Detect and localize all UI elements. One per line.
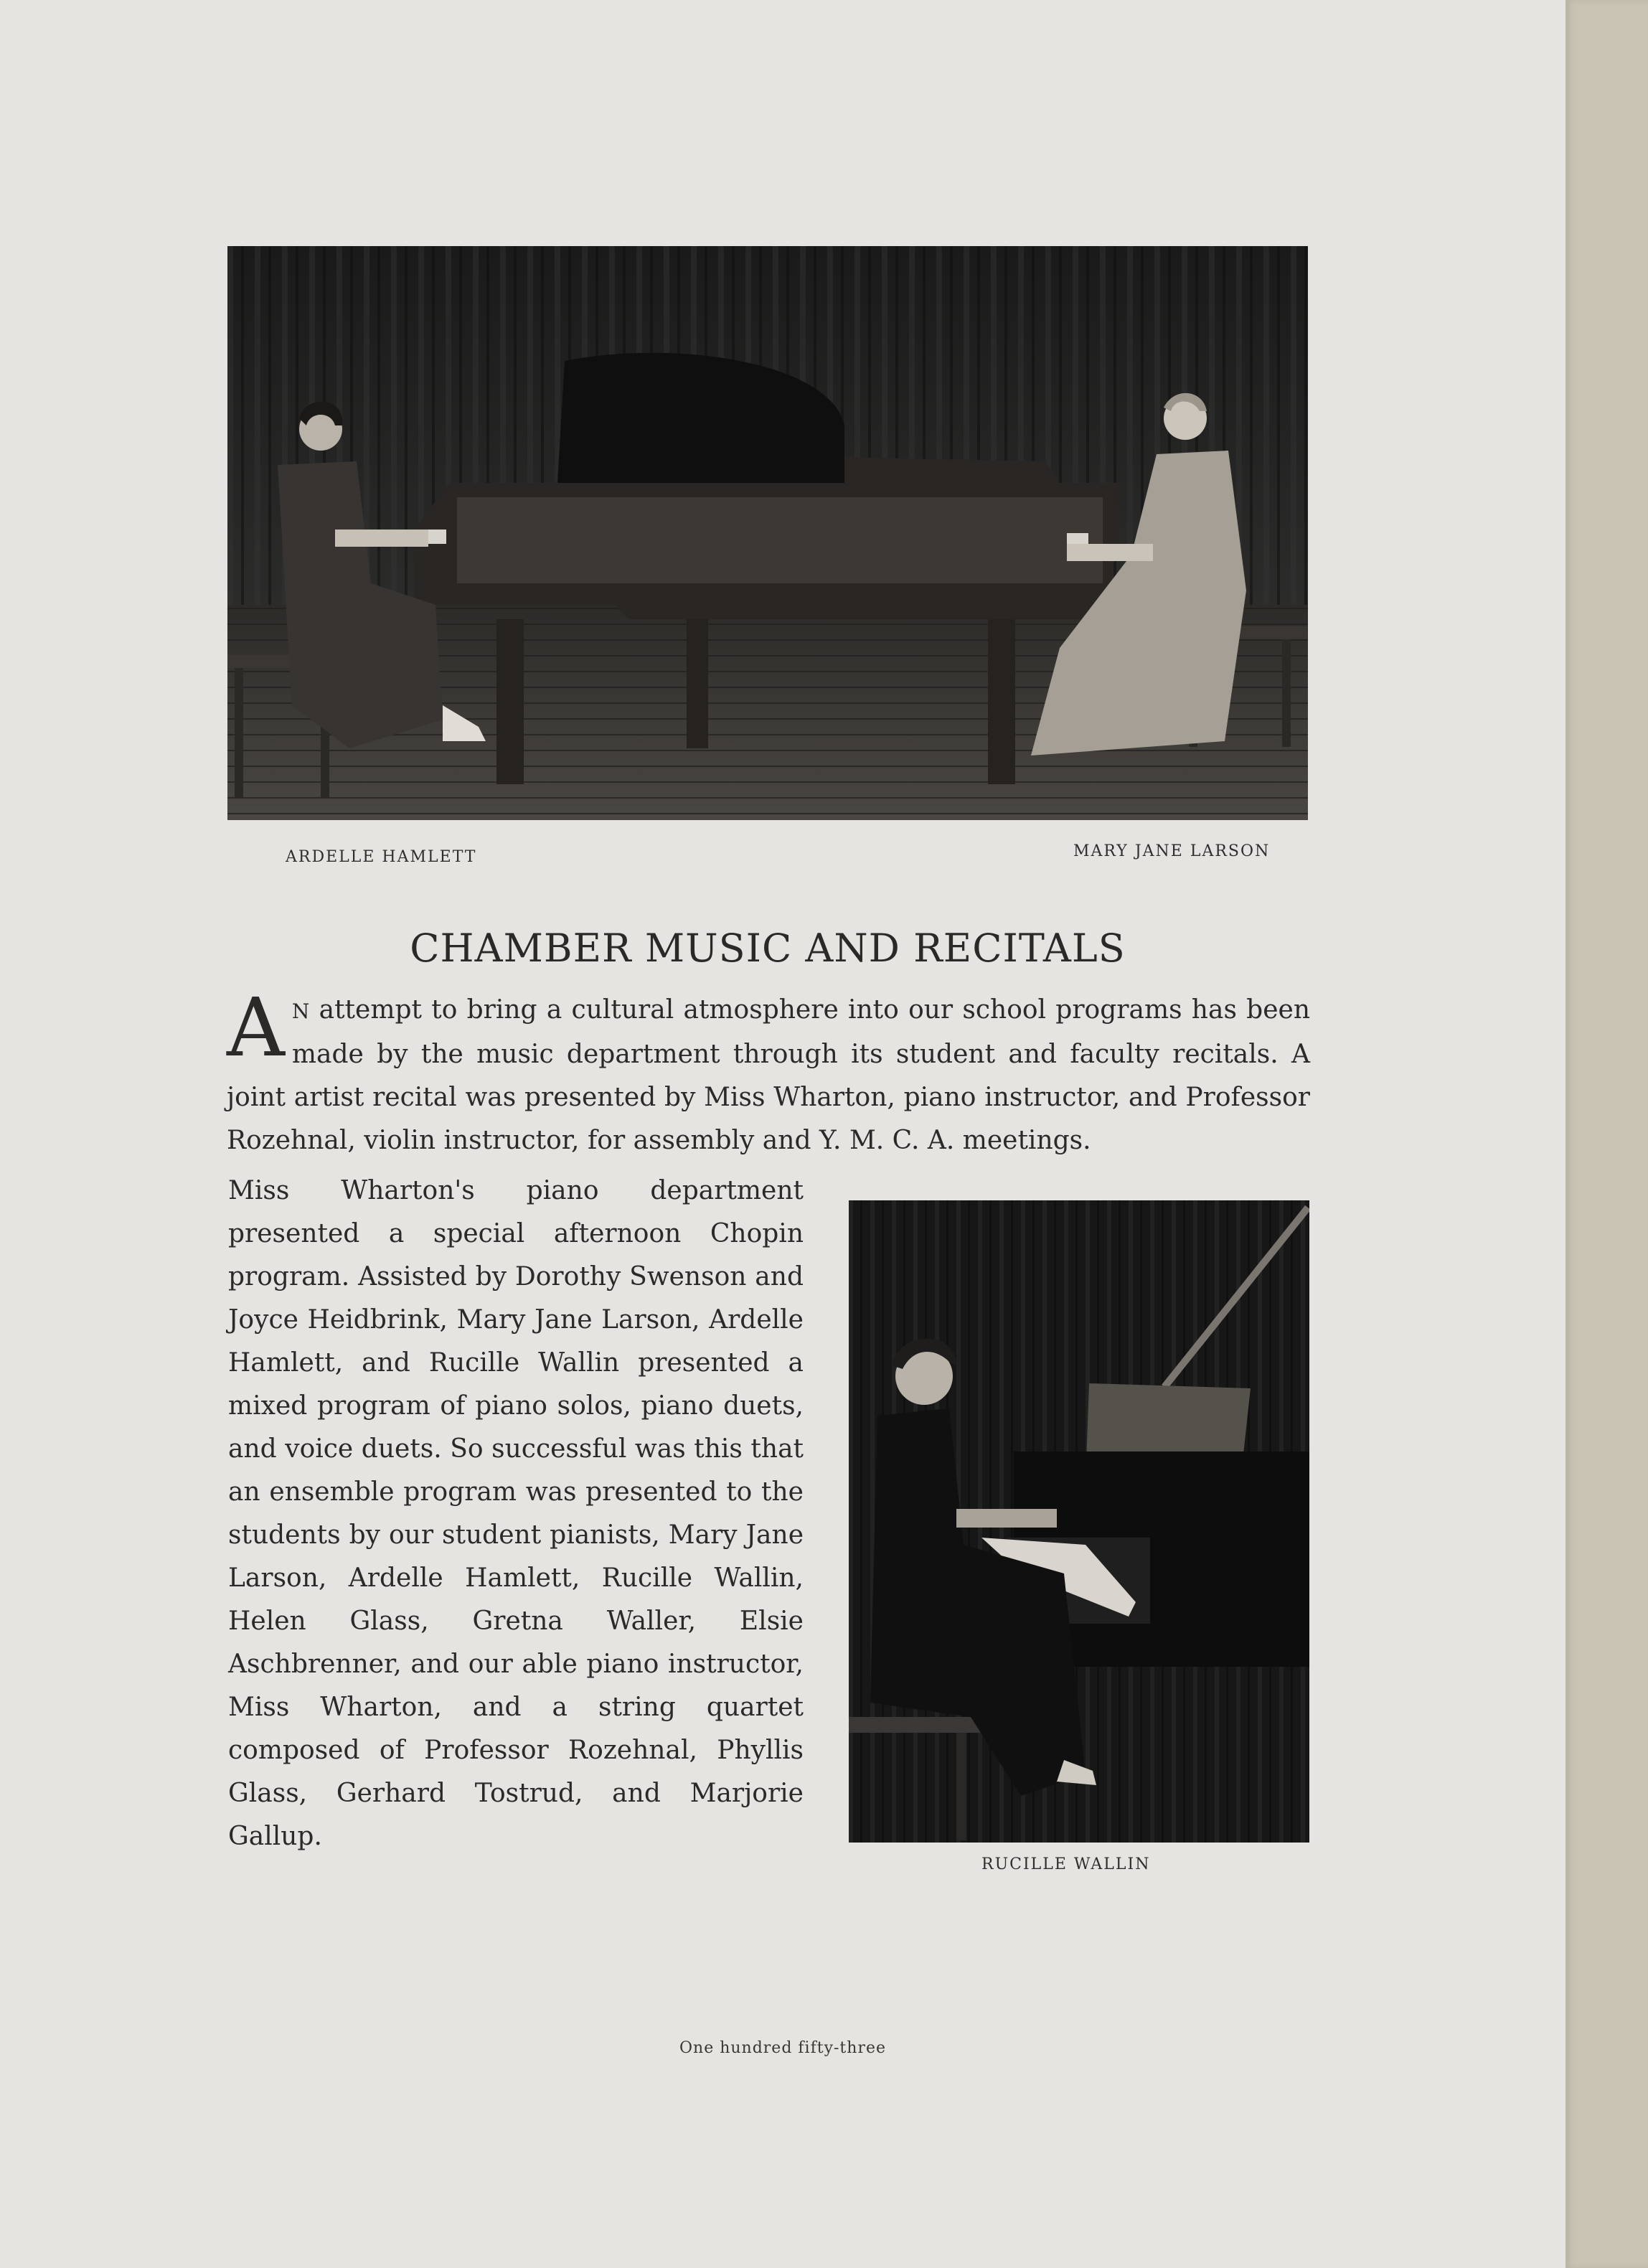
- page-edge: [1565, 0, 1648, 2268]
- intro-first-letter: N: [291, 999, 310, 1023]
- caption-ardelle-hamlett: ARDELLE HAMLETT: [286, 848, 477, 866]
- caption-rucille-wallin: RUCILLE WALLIN: [981, 1855, 1151, 1873]
- body-paragraph: Miss Wharton's piano department presented a special afternoon Chopin program. Assisted by Dorothy Swenson and Joyce Heidbrink, Mary Jane Larson, Ardelle Hamlett, and Rucille Wallin presented a mixed program of piano solos, piano duets, and voice duets. So successful was this that an ensemble program was presented to the students by our student pianists, Mary Jane Larson, Ardelle Hamlett, Rucille Wallin, Helen Glass, Gretna Waller, Elsie Aschbrenner, and our able piano instructor, Miss Wharton, and a string quartet composed of Professor Rozehnal, Phyllis Glass, Gerhard Tostrud, and Marjorie Gallup.: [228, 1176, 804, 1851]
- page-number: One hundred fifty-three: [679, 2039, 886, 2057]
- caption-mary-jane-larson: MARY JANE LARSON: [1073, 842, 1271, 860]
- intro-paragraph: [227, 982, 1310, 1162]
- duet-photo-art: [227, 246, 1308, 820]
- solo-photograph: [849, 1200, 1309, 1843]
- article-title: CHAMBER MUSIC AND RECITALS: [410, 926, 1126, 971]
- duet-photograph: [227, 246, 1308, 820]
- solo-photo-art: [849, 1200, 1309, 1843]
- drop-cap: A: [227, 982, 285, 1075]
- intro-text: attempt to bring a cultural atmosphere into our school programs has been made by the music department through its student and faculty recitals. A joint artist recital was presented by Miss Wharton, piano instructor, and Professor Rozehnal, violin instructor, for assembly and Y. M. C. A. meetings.: [227, 995, 1310, 1155]
